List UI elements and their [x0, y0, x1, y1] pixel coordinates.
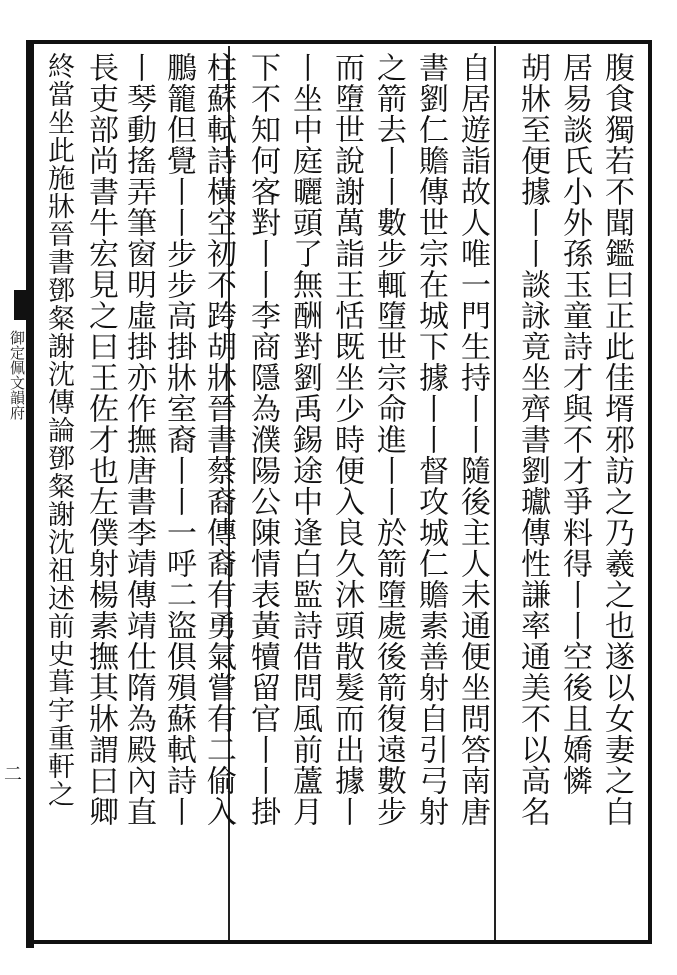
text-column-12: 丨琴動搖弄筆窗明虛掛亦作撫唐書李靖傳靖仕隋為殿內直	[121, 52, 156, 827]
text-column-1: 腹食獨若不聞鑑曰正此佳壻邪訪之乃羲之也遂以女妻之白	[599, 52, 634, 827]
text-column-2: 居易談氏小外孫玉童詩才與不才爭料得丨丨空後且嬌憐	[557, 52, 592, 796]
text-column-14: 終當坐此施牀晉書鄧粲謝沈傳論鄧粲謝沈祖述前史葺宇重軒之	[43, 52, 74, 808]
text-column-4: 自居遊詣故人唯一門生持丨丨隨後主人未通便坐問答南唐	[455, 52, 490, 827]
spine-mark	[14, 290, 28, 320]
text-column-7: 而墮世說謝萬詣王恬既坐少時便入良久沐頭散髮而出據丨	[329, 52, 364, 827]
text-column-6: 之箭去丨丨數步輒墮世宗命進丨丨於箭墮處後箭復遠數步	[371, 52, 406, 827]
text-column-3: 胡牀至便據丨丨談詠竟坐齊書劉瓛傳性謙率通美不以高名	[515, 52, 550, 827]
book-title-edge: 御定佩文韻府	[8, 330, 26, 420]
top-border	[30, 40, 650, 44]
text-column-11: 鵬籠但覺丨丨步步高掛牀室裔丨丨一呼二盜俱殞蘇軾詩丨	[161, 52, 196, 827]
text-column-10: 柱蘇軾詩橫空初不跨胡牀晉書蔡裔傳裔有勇氣嘗有二偷入	[201, 52, 236, 827]
text-column-9: 下不知何客對丨丨李商隱為濮陽公陳情表黃犢留官丨丨掛	[245, 52, 280, 827]
bottom-border	[30, 940, 650, 944]
page-number-mark: 二	[4, 764, 22, 785]
right-border	[648, 40, 652, 944]
text-column-13: 長吏部尚書牛宏見之曰王佐才也左僕射楊素撫其牀謂曰卿	[83, 52, 118, 827]
spine-bar	[26, 40, 34, 948]
text-column-5: 書劉仁贍傳世宗在城下據丨丨督攻城仁贍素善射自引弓射	[413, 52, 448, 827]
column-divider	[494, 46, 496, 940]
text-column-8: 丨坐中庭曬頭了無酬對劉禹錫途中逢白監詩借問風前蘆月	[287, 52, 322, 827]
